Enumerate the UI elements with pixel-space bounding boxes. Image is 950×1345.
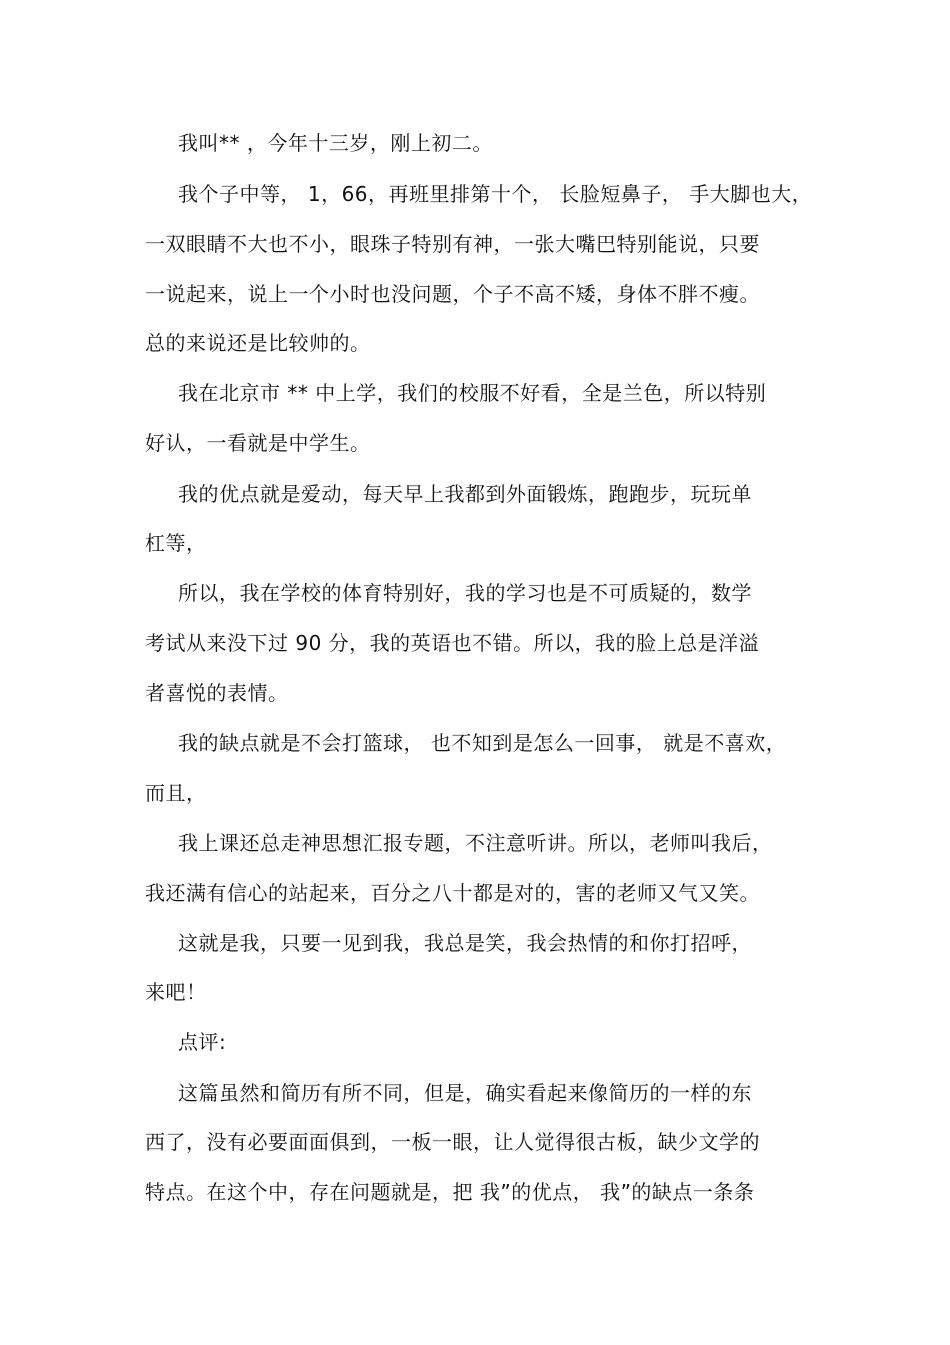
- text-line: 我在北京市 ** 中上学，我们的校服不好看，全是兰色，所以特别: [178, 381, 767, 405]
- text-line: 这就是我，只要一见到我，我总是笑，我会热情的和你打招呼，: [178, 931, 752, 955]
- text-line: 我个子中等， 1，66，再班里排第十个， 长脸短鼻子， 手大脚也大，: [178, 182, 813, 206]
- text-line: 这篇虽然和简历有所不同，但是，确实看起来像简历的一样的东: [178, 1081, 752, 1105]
- text-line: 来吧！: [145, 980, 207, 1004]
- text-line: 特点。在这个中，存在问题就是，把 我”的优点， 我”的缺点一条条: [145, 1180, 755, 1204]
- text-line: 我的缺点就是不会打篮球， 也不知到是怎么一回事， 就是不喜欢，: [178, 731, 787, 755]
- text-line: 一双眼睛不大也不小，眼珠子特别有神，一张大嘴巴特别能说，只要: [145, 232, 760, 256]
- text-line: 者喜悦的表情。: [145, 681, 289, 705]
- text-line: 而且，: [145, 781, 207, 805]
- text-line: 杠等，: [145, 531, 207, 555]
- text-line: 点评:: [178, 1030, 227, 1054]
- text-line: 总的来说还是比较帅的。: [145, 331, 371, 355]
- text-line: 西了，没有必要面面俱到，一板一眼，让人觉得很古板，缺少文学的: [145, 1130, 760, 1154]
- text-line: 我上课还总走神思想汇报专题，不注意听讲。所以，老师叫我后，: [178, 831, 773, 855]
- text-line: 我的优点就是爱动，每天早上我都到外面锻炼，跑跑步，玩玩单: [178, 482, 752, 506]
- text-line: 考试从来没下过 90 分，我的英语也不错。所以，我的脸上总是洋溢: [145, 631, 760, 655]
- text-line: 我叫** ，今年十三岁，刚上初二。: [178, 131, 493, 155]
- text-line: 一说起来，说上一个小时也没问题，个子不高不矮，身体不胖不瘦。: [145, 282, 760, 306]
- text-line: 所以，我在学校的体育特别好，我的学习也是不可质疑的，数学: [178, 581, 752, 605]
- text-line: 我还满有信心的站起来，百分之八十都是对的，害的老师又气又笑。: [145, 881, 760, 905]
- text-line: 好认，一看就是中学生。: [145, 431, 371, 455]
